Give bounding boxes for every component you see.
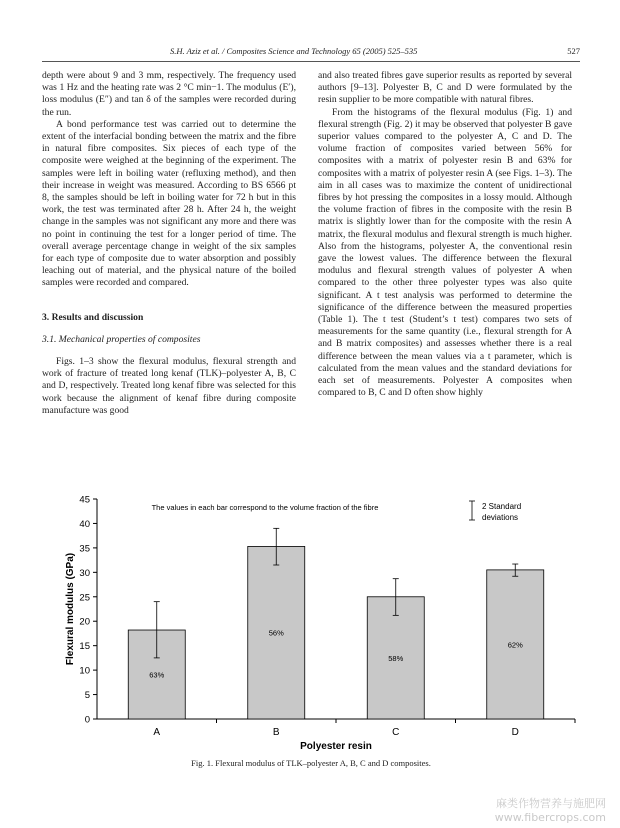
x-tick-label: B xyxy=(272,727,280,738)
watermark-line: www.fibercrops.com xyxy=(494,811,606,824)
running-header xyxy=(42,46,580,60)
y-tick-label: 45 xyxy=(79,494,90,506)
section-heading: 3. Results and discussion xyxy=(42,311,144,323)
header-rule xyxy=(42,61,580,62)
x-tick-label: D xyxy=(511,727,519,738)
watermark-line: 麻类作物营养与施肥网 xyxy=(496,797,606,810)
running-title: S.H. Aziz et al. / Composites Science and Technology 65 (2005) 525–535 xyxy=(170,46,418,56)
y-tick-label: 25 xyxy=(79,592,90,604)
y-tick-label: 15 xyxy=(79,641,90,653)
legend-label: deviations xyxy=(482,513,519,522)
x-tick-label: C xyxy=(392,727,400,738)
paragraph: From the histograms of the flexural modulus (Fig. 1) and flexural strength (Fig. 2) it may be observed that polyester B gave superior values compared to the polyester A, C and D. The volume fraction of composites varied between 56% for composites with a matrix of polyester resin B and 63% for composites with a matrix of polyester resin A (see Figs. 1–3). The aim in all cases was to maximize the content of unidirectional fibres by hot pressing the composites in a lossy mould. Although the volume fraction of fibres in the composite with the resin B matrix is slightly lower than for the composite with the resin A matrix, the flexural modulus and flexural strength is much higher. Also from the histograms, polyester A, the conventional resin gave the lowest values. The difference between the flexural modulus and flexural strength values of polyester A when compared to the other three polyester types was also quite significant. A t test analysis was performed to determine the significance of the difference between the measured properties (Table 1). The t test (Student’s t test) compares two sets of measurements for the same quantity (i.e., flexural strength for A and B matrix composites) and assesses whether there is a real difference between the mean values via a t parameter, which is calculated from the mean values and the standard deviations for each set of measurements. Polyester A composites when compared to B, C and D often show highly xyxy=(318,106,572,399)
paragraph: Figs. 1–3 show the flexural modulus, flexural strength and work of fracture of treated long kenaf (TLK)–polyester A, B, C and D, respectively. Treated long kenaf fibre was selected for this work because the alignment of kenaf fibre during composite manufacture was good xyxy=(42,356,296,416)
y-tick-label: 10 xyxy=(79,665,90,677)
chart-canvas xyxy=(60,493,580,751)
y-tick-label: 35 xyxy=(79,543,90,555)
bar-data-label: 63% xyxy=(149,670,165,680)
bar-data-label: 56% xyxy=(268,628,284,638)
watermark xyxy=(495,797,606,825)
figure-caption: Fig. 1. Flexural modulus of TLK–polyester A, B, C and D composites. xyxy=(191,758,431,768)
bar-data-label: 62% xyxy=(507,640,523,650)
page-number: 527 xyxy=(567,46,580,56)
y-axis-title: Flexural modulus (GPa) xyxy=(65,552,76,666)
flexural-modulus-chart xyxy=(60,493,580,751)
y-tick-label: 5 xyxy=(84,690,90,702)
bar-data-label: 58% xyxy=(388,653,404,663)
y-tick-label: 40 xyxy=(79,518,90,530)
paragraph: A bond performance test was carried out to determine the extent of the interfacial bonding between the matrix and the fibre in natural fibre composites. Six pieces of each type of the composite were weighed at the beginning of the experiment. The samples were left in boiling water (refluxing method), and then their increase in weight was measured. According to BS 6566 pt 8, the samples should be left in boiling water for 72 h but in this work, the test was terminated after 28 h. After 24 h, the weight change in the samples was not significant any more and there was no point in continuing the test for a longer period of time. The overall average percentage change in weight of the six samples for each type of composite due to water absorption and possibly leaching out of material, and the physical nature of the boiled samples were recorded and compared. xyxy=(42,118,296,289)
right-column xyxy=(318,70,572,399)
legend-label: 2 Standard xyxy=(482,502,522,511)
y-tick-label: 30 xyxy=(79,567,90,579)
subsection-heading: 3.1. Mechanical properties of composites xyxy=(42,333,201,345)
paragraph: depth were about 9 and 3 mm, respectively. The frequency used was 1 Hz and the heating rate was 2 °C min−1. The modulus (E′), loss modulus (E″) and tan δ of the samples were recorded during the run. xyxy=(42,70,296,118)
y-tick-label: 20 xyxy=(79,616,90,628)
x-axis-title: Polyester resin xyxy=(300,741,372,751)
y-tick-label: 0 xyxy=(84,714,90,726)
left-column xyxy=(42,70,296,417)
paragraph: and also treated fibres gave superior results as reported by several authors [9–13]. Polyester B, C and D were formulated by the resin supplier to be more compatible with natural fibres. xyxy=(318,70,572,106)
chart-annotation: The values in each bar correspond to the volume fraction of the fibre xyxy=(151,503,379,512)
x-tick-label: A xyxy=(153,727,161,738)
